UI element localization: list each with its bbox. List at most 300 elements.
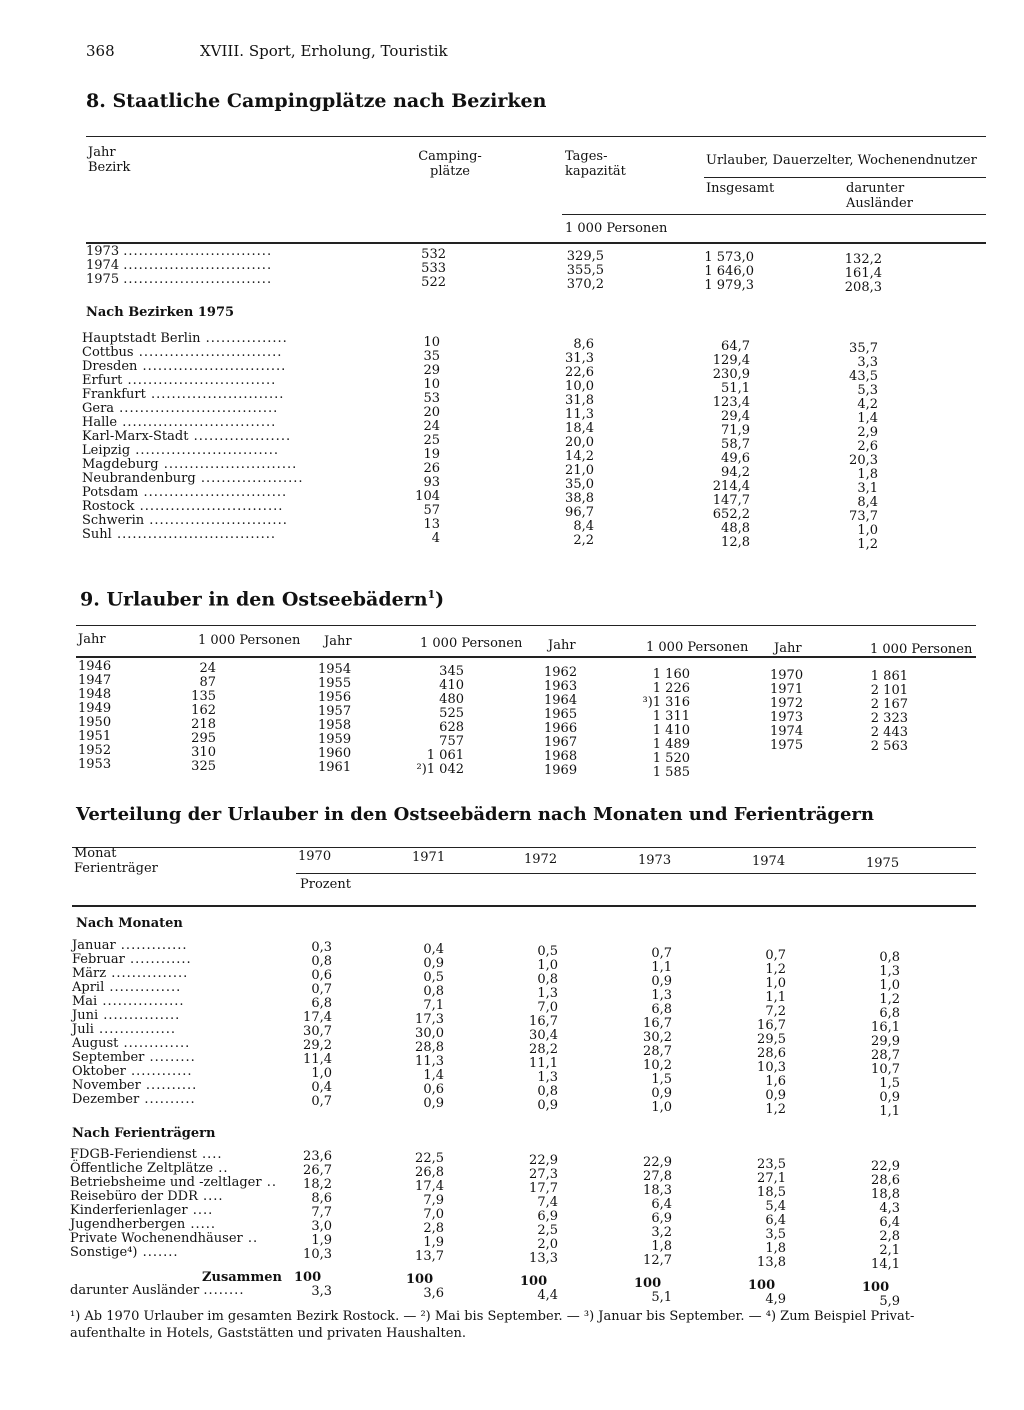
insgesamt-cell: 49,6: [721, 451, 750, 466]
value-cell: 1 160: [652, 667, 690, 682]
tages-cell: 2,2: [573, 533, 594, 548]
table10-sub-rule: [296, 873, 976, 874]
value-cell: 2 443: [870, 725, 908, 740]
year-cell: 1960: [318, 746, 352, 761]
month-value: 16,1: [871, 1020, 900, 1035]
table8-unit-rule: [562, 214, 986, 215]
month-value: 28,2: [529, 1042, 558, 1057]
month-value: 0,5: [423, 970, 444, 985]
auslaender-cell: 1,2: [857, 537, 878, 552]
trager-value: 2,0: [537, 1237, 558, 1252]
value-cell: 218: [191, 717, 216, 732]
month-value: 17,3: [415, 1012, 444, 1027]
year-cell: 1971: [770, 682, 804, 697]
trager-value: 8,6: [311, 1191, 332, 1206]
bezirk-label: Suhl ...............................: [82, 527, 277, 542]
insgesamt-cell: 71,9: [721, 423, 750, 438]
bezirk-name: Schwerin: [82, 513, 145, 528]
month-value: 16,7: [529, 1014, 558, 1029]
camping-cell: 20: [423, 405, 440, 420]
table8-head-urlauber: Urlauber, Dauerzelter, Wochenendnutzer: [706, 153, 977, 168]
year-cell: 1957: [318, 704, 352, 719]
value-cell: 1 061: [426, 748, 464, 763]
auslaender-cell: 2,9: [857, 425, 878, 440]
total-value: 100: [294, 1270, 322, 1285]
camping-cell: 25: [423, 433, 440, 448]
trager-value: 13,3: [529, 1251, 558, 1266]
month-value: 30,0: [415, 1026, 444, 1041]
year-cell: 1965: [544, 707, 578, 722]
month-value: 1,5: [879, 1076, 900, 1091]
month-value: 6,8: [879, 1006, 900, 1021]
month-value: 1,3: [537, 986, 558, 1001]
value-cell: 628: [439, 720, 464, 735]
value-cell: ²)1 042: [416, 762, 464, 777]
month-values-col: [392, 943, 444, 1111]
value-cell: 2 167: [870, 697, 908, 712]
trager-value: 23,6: [303, 1149, 332, 1164]
table8-top-rule: [86, 136, 986, 137]
bezirk-name: Magdeburg: [82, 457, 159, 472]
table8-camping-col: [396, 336, 440, 546]
month-label: Februar ............: [72, 952, 192, 967]
year-head: 1972: [524, 852, 558, 867]
year-head: 1971: [412, 850, 446, 865]
tages-cell: 21,0: [565, 463, 594, 478]
month-value: 28,6: [757, 1046, 786, 1061]
trager-name: FDGB-Feriendienst: [70, 1147, 197, 1162]
footnote-line-1: ¹) Ab 1970 Urlauber im gesamten Bezirk Rostock. — ²) Mai bis September. — ³) Januar bis September. — ⁴) Zum Beispiel Privat-: [70, 1309, 915, 1324]
month-values-col: [734, 949, 786, 1117]
month-value: 0,7: [311, 1094, 332, 1109]
auslaender-cell: 1,0: [857, 523, 878, 538]
bezirk-label: Schwerin ...........................: [82, 513, 288, 528]
month-label: Juni ...............: [72, 1008, 181, 1023]
insgesamt-cell: 12,8: [721, 535, 750, 550]
bezirk-label: Magdeburg ..........................: [82, 457, 298, 472]
table9-values-4: [846, 670, 908, 754]
trager-value: 1,9: [423, 1235, 444, 1250]
trager-value: 17,4: [415, 1179, 444, 1194]
value-cell: 2 101: [870, 683, 908, 698]
trager-label: Reisebüro der DDR ....: [70, 1189, 224, 1204]
bezirk-name: Erfurt: [82, 373, 123, 388]
table9-years-1: [78, 660, 111, 772]
tages-cell: 11,3: [565, 407, 594, 422]
month-value: 0,7: [311, 982, 332, 997]
trager-value: 17,7: [529, 1181, 558, 1196]
footnote-line-2: aufenthalte in Hotels, Gaststätten und privaten Haushalten.: [70, 1326, 466, 1341]
trager-value: 6,9: [651, 1211, 672, 1226]
year-head: 1974: [752, 854, 786, 869]
month-value: 1,0: [765, 976, 786, 991]
auslaender-cell: 8,4: [857, 495, 878, 510]
table9-values-3: [620, 668, 690, 780]
month-values-col: [620, 947, 672, 1115]
month-value: 0,6: [311, 968, 332, 983]
bezirk-name: Rostock: [82, 499, 135, 514]
trager-value: 7,7: [311, 1205, 332, 1220]
trager-value: 26,8: [415, 1165, 444, 1180]
auslaender-cell: 1,4: [857, 411, 878, 426]
month-label: November ..........: [72, 1078, 198, 1093]
table10-head-rule: [72, 905, 976, 907]
year-head: 1970: [298, 849, 332, 864]
total-value: 100: [748, 1278, 776, 1293]
tages-cell: 14,2: [565, 449, 594, 464]
table8-head-insgesamt: Insgesamt: [706, 181, 775, 196]
table8-section: Nach Bezirken 1975: [86, 305, 235, 320]
bezirk-name: Dresden: [82, 359, 138, 374]
insgesamt-cell: 123,4: [712, 395, 750, 410]
trager-value: 23,5: [757, 1157, 786, 1172]
month-value: 1,1: [651, 960, 672, 975]
year-cell: 1954: [318, 662, 352, 677]
month-name: August: [72, 1036, 119, 1051]
table8-head-tages: Tages- kapazität: [565, 149, 626, 179]
year-cell: 1949: [78, 701, 112, 716]
trager-value: 13,8: [757, 1255, 786, 1270]
month-value: 7,1: [423, 998, 444, 1013]
page-number: 368: [86, 42, 115, 60]
trager-values-col: [620, 1156, 672, 1268]
month-value: 17,4: [303, 1010, 332, 1025]
insgesamt-cell: 58,7: [721, 437, 750, 452]
month-value: 11,4: [303, 1052, 332, 1067]
auslaender-cell: 2,6: [857, 439, 878, 454]
trager-value: 2,8: [879, 1229, 900, 1244]
month-value: 1,3: [537, 1070, 558, 1085]
year-cell: 1946: [78, 659, 112, 674]
month-value: 0,8: [537, 1084, 558, 1099]
trager-value: 12,7: [643, 1253, 672, 1268]
month-name: Oktober: [72, 1064, 126, 1079]
year-cell: 1959: [318, 732, 352, 747]
year-cell: 1974: [770, 724, 804, 739]
value-cell: 1 520: [652, 751, 690, 766]
month-value: 1,1: [765, 990, 786, 1005]
month-name: Februar: [72, 952, 125, 967]
insgesamt-cell: 214,4: [712, 479, 750, 494]
bezirk-name: Cottbus: [82, 345, 134, 360]
trager-label: Öffentliche Zeltplätze ..: [70, 1161, 229, 1176]
auslaender-cell: 73,7: [849, 509, 878, 524]
table8-bezirk-labels: [82, 332, 304, 542]
trager-value: 2,1: [879, 1243, 900, 1258]
table8-insgesamt-col: [690, 340, 750, 550]
table8-year-tages: 329,5 355,5 370,2: [566, 249, 604, 292]
month-label: Juli ...............: [72, 1022, 177, 1037]
month-value: 29,5: [757, 1032, 786, 1047]
trager-value: 27,8: [643, 1169, 672, 1184]
month-values-col: [506, 945, 558, 1113]
month-value: 0,9: [879, 1090, 900, 1105]
value-cell: 295: [191, 731, 216, 746]
trager-value: 22,9: [643, 1155, 672, 1170]
month-value: 0,6: [423, 1082, 444, 1097]
trager-value: 26,7: [303, 1163, 332, 1178]
month-value: 10,2: [643, 1058, 672, 1073]
insgesamt-cell: 64,7: [721, 339, 750, 354]
trager-value: 6,4: [879, 1215, 900, 1230]
month-value: 1,2: [765, 962, 786, 977]
camping-cell: 29: [423, 363, 440, 378]
insgesamt-cell: 51,1: [721, 381, 750, 396]
year-cell: 1947: [78, 673, 112, 688]
camping-cell: 26: [423, 461, 440, 476]
bezirk-name: Suhl: [82, 527, 112, 542]
table10-section-months: Nach Monaten: [76, 916, 183, 931]
table8-head-camping: Camping- plätze: [418, 149, 482, 179]
table9-head-jahr-4: Jahr: [774, 641, 802, 656]
trager-value: 6,4: [651, 1197, 672, 1212]
value-cell: 162: [191, 703, 216, 718]
trager-value: 18,8: [871, 1187, 900, 1202]
year-cell: 1950: [78, 715, 112, 730]
total-value: 100: [634, 1276, 662, 1291]
trager-values-col: [280, 1150, 332, 1262]
value-cell: 410: [439, 678, 464, 693]
trager-value: 27,3: [529, 1167, 558, 1182]
insgesamt-cell: 147,7: [712, 493, 750, 508]
month-label: April ..............: [72, 980, 182, 995]
auslaender-cell: 20,3: [849, 453, 878, 468]
bezirk-label: Erfurt .............................: [82, 373, 277, 388]
camping-cell: 13: [423, 517, 440, 532]
year-cell: 1963: [544, 679, 578, 694]
auslaender-cell: 5,3: [857, 383, 878, 398]
year-cell: 1962: [544, 665, 578, 680]
value-cell: 525: [439, 706, 464, 721]
tages-cell: 38,8: [565, 491, 594, 506]
year-head: 1975: [866, 856, 900, 871]
tages-cell: 22,6: [565, 365, 594, 380]
table10-month-labels: [72, 939, 197, 1107]
month-name: Juni: [72, 1008, 99, 1023]
year-cell: 1967: [544, 735, 578, 750]
trager-name: Reisebüro der DDR: [70, 1189, 198, 1204]
month-value: 0,4: [423, 942, 444, 957]
month-value: 0,8: [423, 984, 444, 999]
bezirk-label: Neubrandenburg ....................: [82, 471, 304, 486]
trager-value: 2,5: [537, 1223, 558, 1238]
tages-cell: 20,0: [565, 435, 594, 450]
trager-value: 22,9: [529, 1153, 558, 1168]
table9-values-1: [168, 662, 216, 774]
year-label: 1973 .............................: [86, 244, 273, 259]
value-cell: 757: [439, 734, 464, 749]
tages-cell: 18,4: [565, 421, 594, 436]
camping-cell: 104: [415, 489, 440, 504]
month-value: 1,0: [879, 978, 900, 993]
month-value: 0,9: [651, 1086, 672, 1101]
month-name: Mai: [72, 994, 98, 1009]
year-cell: 1975: [770, 738, 804, 753]
month-value: 1,0: [651, 1100, 672, 1115]
insgesamt-cell: 29,4: [721, 409, 750, 424]
trager-value: 1,8: [651, 1239, 672, 1254]
value-cell: 480: [439, 692, 464, 707]
camping-cell: 24: [423, 419, 440, 434]
auslaender-cell: 3,1: [857, 481, 878, 496]
year-cell: 1966: [544, 721, 578, 736]
trager-value: 6,9: [537, 1209, 558, 1224]
insgesamt-cell: 94,2: [721, 465, 750, 480]
table9-head-rule: [76, 656, 976, 658]
table10-foreign-label: darunter Ausländer ........: [70, 1283, 245, 1298]
trager-label: Kinderferienlager ....: [70, 1203, 214, 1218]
table9-title: 9. Urlauber in den Ostseebädern$^1$): [80, 588, 445, 611]
camping-cell: 4: [431, 531, 440, 546]
month-value: 30,4: [529, 1028, 558, 1043]
table9-head-pers-4: 1 000 Personen: [870, 642, 973, 657]
foreign-value: 5,9: [879, 1294, 900, 1309]
year-cell: 1968: [544, 749, 578, 764]
month-name: Januar: [72, 938, 116, 953]
value-cell: 1 861: [870, 669, 908, 684]
auslaender-cell: 43,5: [849, 369, 878, 384]
trager-value: 18,2: [303, 1177, 332, 1192]
trager-value: 7,4: [537, 1195, 558, 1210]
trager-value: 7,9: [423, 1193, 444, 1208]
trager-label: FDGB-Feriendienst ....: [70, 1147, 223, 1162]
trager-name: Jugendherbergen: [70, 1217, 186, 1232]
table8-year-camping: 532 533 522: [421, 247, 446, 290]
bezirk-name: Karl-Marx-Stadt: [82, 429, 189, 444]
month-label: März ...............: [72, 966, 189, 981]
month-value: 0,7: [651, 946, 672, 961]
month-value: 1,6: [765, 1074, 786, 1089]
year-cell: 1969: [544, 763, 578, 778]
tages-cell: 31,8: [565, 393, 594, 408]
bezirk-label: Frankfurt ..........................: [82, 387, 285, 402]
value-cell: 325: [191, 759, 216, 774]
month-value: 1,0: [311, 1066, 332, 1081]
table8-tages-col: [546, 338, 594, 548]
year-cell: 1948: [78, 687, 112, 702]
year-cell: 1970: [770, 668, 804, 683]
value-cell: 1 226: [652, 681, 690, 696]
trager-value: 2,8: [423, 1221, 444, 1236]
month-value: 1,3: [879, 964, 900, 979]
table8-year-auslaender: 132,2 161,4 208,3: [844, 252, 882, 295]
auslaender-cell: 35,7: [849, 341, 878, 356]
month-value: 1,4: [423, 1068, 444, 1083]
trager-value: 22,9: [871, 1159, 900, 1174]
month-value: 11,1: [529, 1056, 558, 1071]
year-label: 1975 .............................: [86, 272, 273, 287]
bezirk-name: Halle: [82, 415, 118, 430]
month-value: 1,2: [765, 1102, 786, 1117]
table9-head-pers-3: 1 000 Personen: [646, 640, 749, 655]
table8-head-darunter: darunter Ausländer: [846, 181, 913, 211]
month-value: 29,9: [871, 1034, 900, 1049]
trager-label: Betriebsheime und -zeltlager ..: [70, 1175, 277, 1190]
table10-trager-labels: [70, 1148, 277, 1260]
month-value: 7,0: [537, 1000, 558, 1015]
trager-value: 13,7: [415, 1249, 444, 1264]
camping-cell: 35: [423, 349, 440, 364]
trager-value: 3,0: [311, 1219, 332, 1234]
month-value: 0,8: [311, 954, 332, 969]
trager-name: Sonstige⁴): [70, 1245, 138, 1260]
trager-values-col: [506, 1154, 558, 1266]
foreign-value: 3,6: [423, 1286, 444, 1301]
table9-head-pers-1: 1 000 Personen: [198, 633, 301, 648]
table8-title: 8. Staatliche Campingplätze nach Bezirken: [86, 90, 547, 112]
value-cell: 2 323: [870, 711, 908, 726]
foreign-value: 4,4: [537, 1288, 558, 1303]
value-cell: 1 311: [652, 709, 690, 724]
month-value: 1,1: [879, 1104, 900, 1119]
trager-values-col: [848, 1160, 900, 1272]
trager-value: 10,3: [303, 1247, 332, 1262]
table10-unit: Prozent: [300, 877, 351, 892]
month-name: September: [72, 1050, 145, 1065]
trager-label: Private Wochenendhäuser ..: [70, 1231, 259, 1246]
month-value: 0,4: [311, 1080, 332, 1095]
table10-top-rule: [72, 847, 976, 848]
month-name: Juli: [72, 1022, 94, 1037]
value-cell: 1 585: [652, 765, 690, 780]
month-name: April: [72, 980, 105, 995]
month-value: 16,7: [757, 1018, 786, 1033]
table10-head-stub: Monat Ferienträger: [74, 846, 158, 876]
month-value: 0,9: [537, 1098, 558, 1113]
insgesamt-cell: 230,9: [712, 367, 750, 382]
trager-value: 18,5: [757, 1185, 786, 1200]
table9-years-2: [318, 663, 351, 775]
month-value: 28,7: [871, 1048, 900, 1063]
year-cell: 1958: [318, 718, 352, 733]
year-cell: 1972: [770, 696, 804, 711]
trager-value: 5,4: [765, 1199, 786, 1214]
month-value: 28,7: [643, 1044, 672, 1059]
table9-head-jahr-3: Jahr: [548, 638, 576, 653]
value-cell: 310: [191, 745, 216, 760]
month-values-col: [848, 951, 900, 1119]
month-value: 16,7: [643, 1016, 672, 1031]
month-name: März: [72, 966, 107, 981]
table8-head-unit: 1 000 Personen: [565, 221, 668, 236]
bezirk-label: Potsdam ............................: [82, 485, 288, 500]
month-value: 0,9: [765, 1088, 786, 1103]
year-cell: 1973: [770, 710, 804, 725]
bezirk-label: Gera ...............................: [82, 401, 279, 416]
tages-cell: 10,0: [565, 379, 594, 394]
month-label: Oktober ............: [72, 1064, 193, 1079]
camping-cell: 10: [423, 335, 440, 350]
month-value: 30,7: [303, 1024, 332, 1039]
trager-value: 22,5: [415, 1151, 444, 1166]
bezirk-name: Gera: [82, 401, 115, 416]
total-value: 100: [406, 1272, 434, 1287]
camping-cell: 10: [423, 377, 440, 392]
trager-name: Kinderferienlager: [70, 1203, 188, 1218]
trager-value: 4,3: [879, 1201, 900, 1216]
month-label: Mai ................: [72, 994, 185, 1009]
camping-cell: 93: [423, 475, 440, 490]
year-cell: 1951: [78, 729, 112, 744]
bezirk-label: Halle ..............................: [82, 415, 277, 430]
trager-value: 14,1: [871, 1257, 900, 1272]
table9-head-pers-2: 1 000 Personen: [420, 636, 523, 651]
month-value: 29,2: [303, 1038, 332, 1053]
table9-head-jahr-2: Jahr: [324, 634, 352, 649]
auslaender-cell: 1,8: [857, 467, 878, 482]
table9-head-jahr-1: Jahr: [78, 632, 106, 647]
month-label: August .............: [72, 1036, 191, 1051]
